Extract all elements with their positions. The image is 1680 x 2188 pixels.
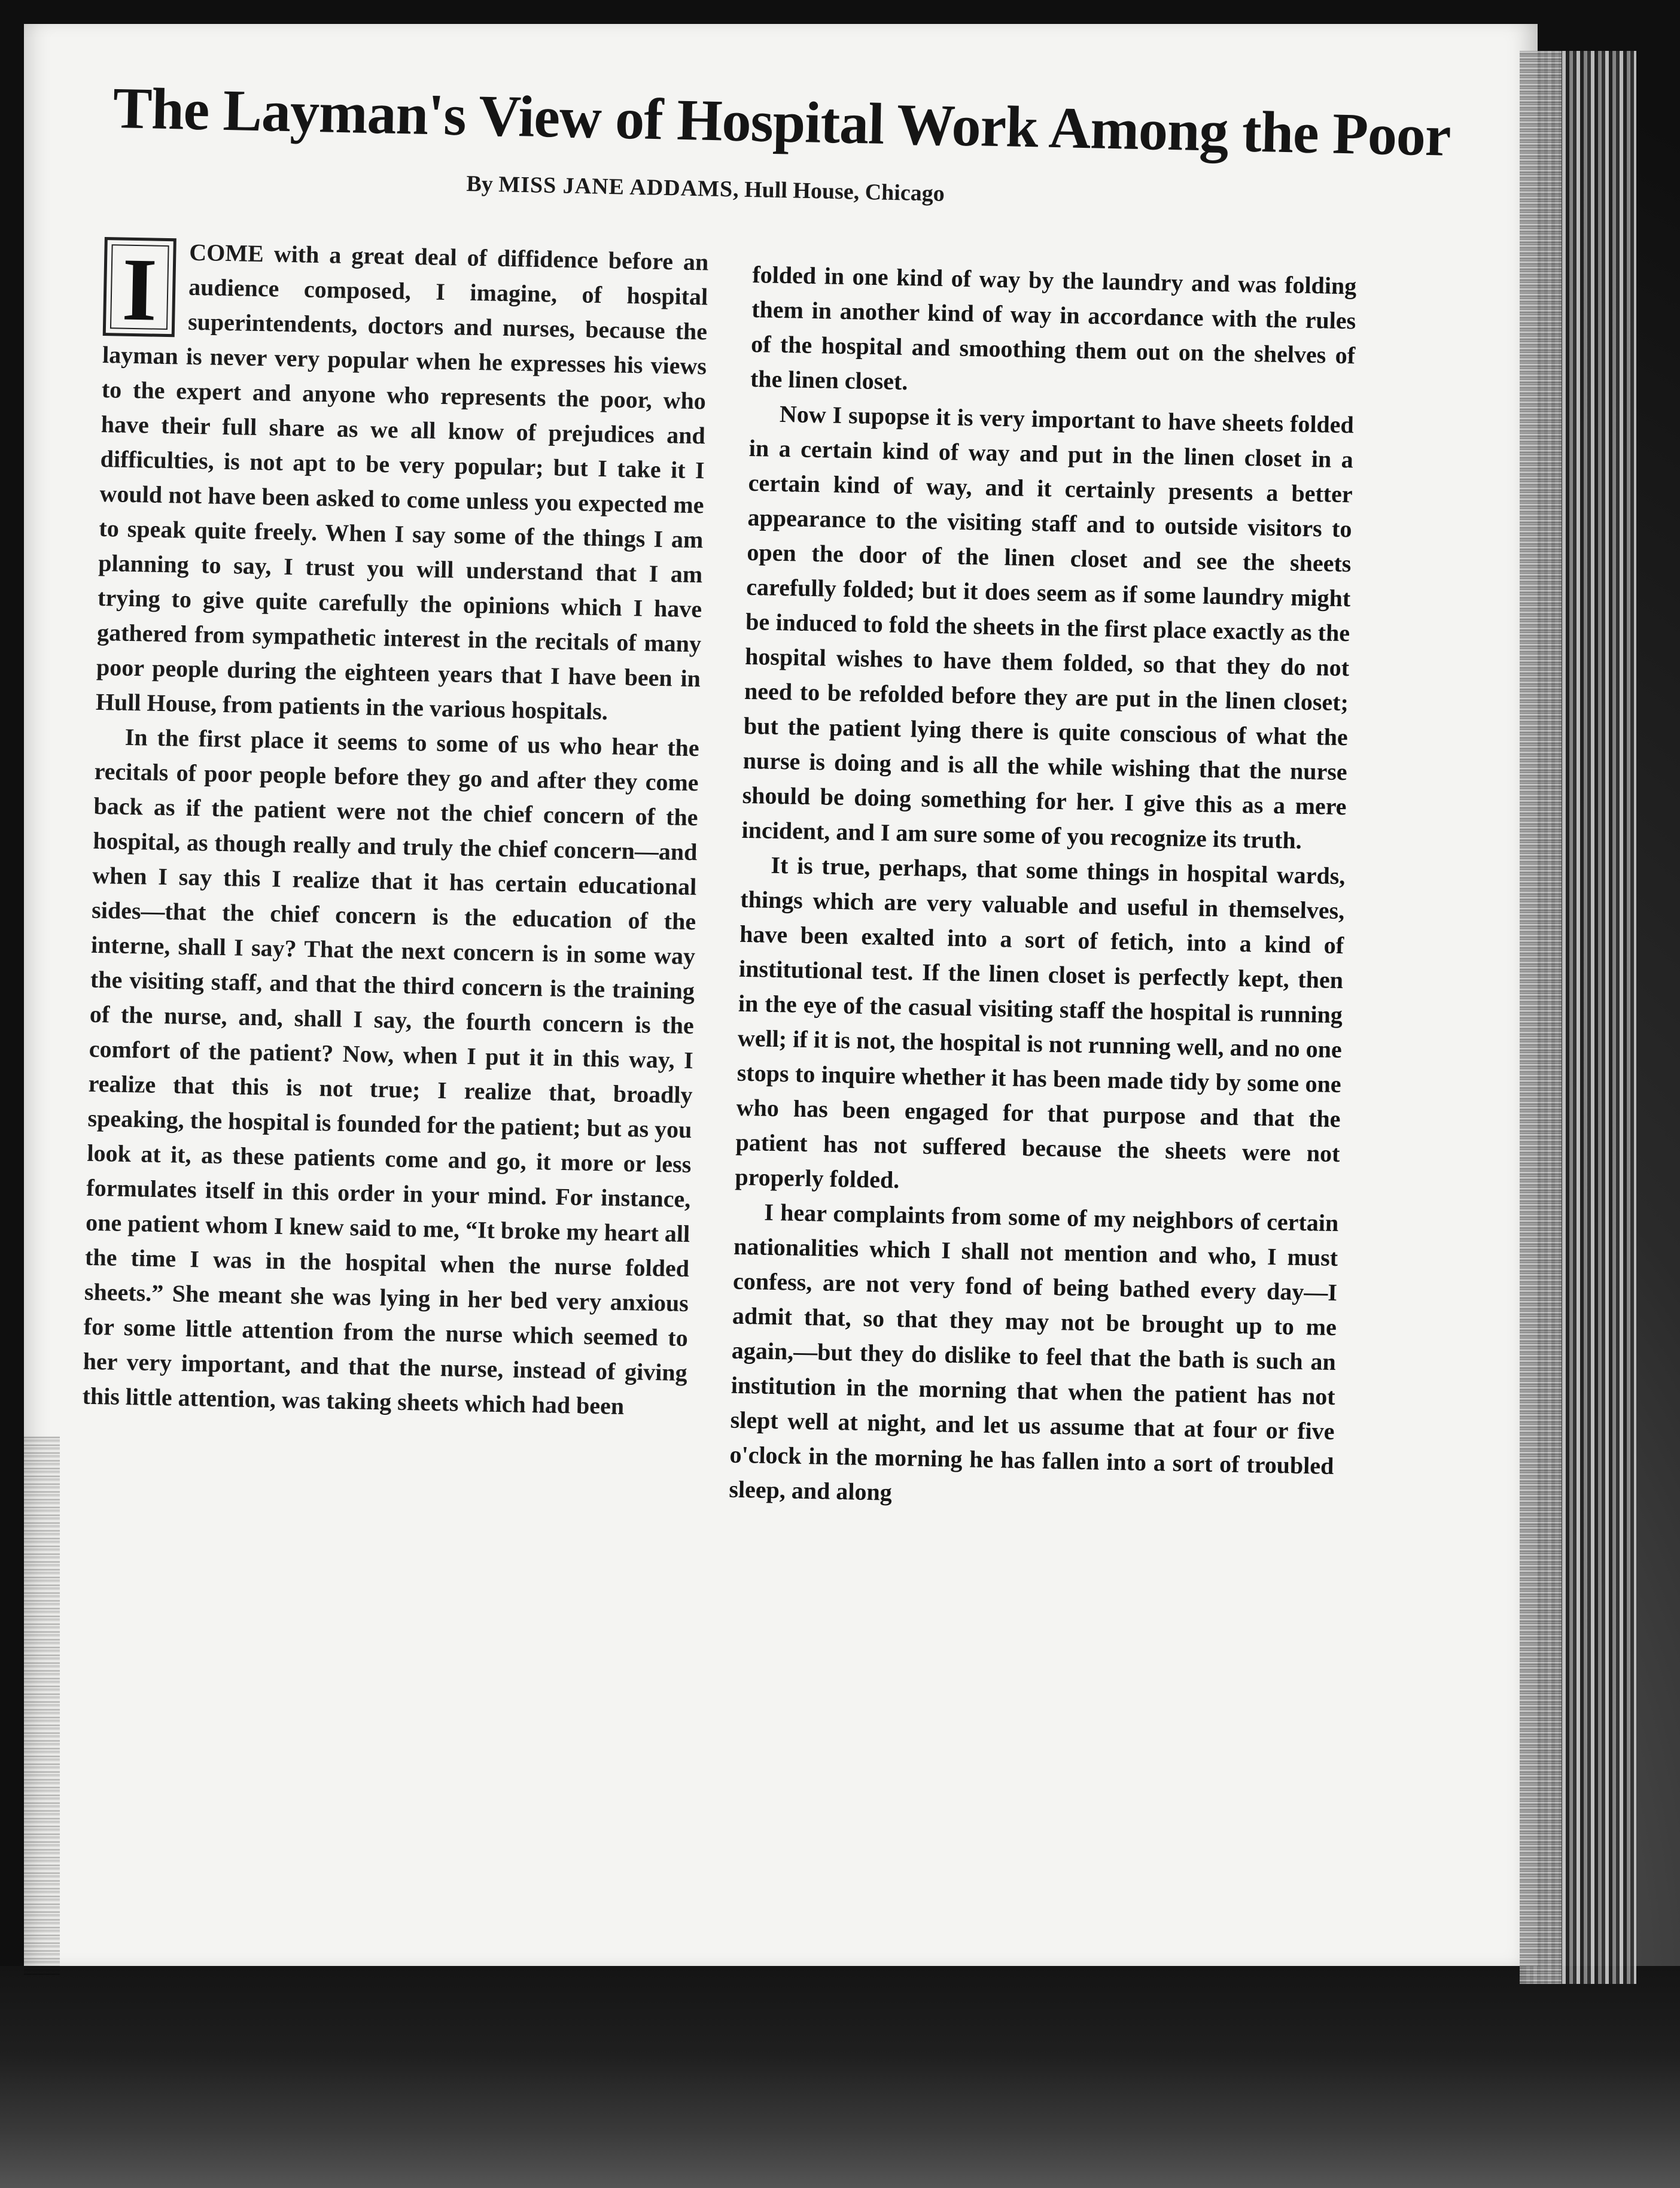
paragraph: In the first place it seems to some of us who hear the recitals of poor people before they go and after they come back as if the patient were not the chief concern of the hospital, as though really and truly the chief concern—and when I say this I realize that it has certain educational sides—that the chief concern is the education of the interne, shall I say? That the next concern is in some way the visiting staff, and that the third concern is the training of the nurse, and, shall I say, the fourth concern is the comfort of the patient? Now, when I put it in this way, I realize that this is not true; I realize that, broadly speaking, the hospital is founded for the patient; but as you look at it, as these patients come and go, it more or less formulates itself in this order in your mind. For instance, one patient whom I knew said to me, “It broke my heart all the time I was in the hospital when the nurse folded sheets.” She meant she was lying in her bed very anxious for some little attention from the nurse which seemed to her very important, and that the nurse, instead of giving this little attention, was taking sheets which had been — [82, 723, 700, 1420]
paragraph: It is true, perhaps, that some things in hospital wards, things which are very valuable and useful in themselves, have been exalted into a sort of fetich, into a kind of institutional test. If the linen closet is perfectly kept, then in the eye of the casual visiting staff the hospital is running well; if it is not, the hospital is not running well, and no one stops to inquire whether it has been made tidy by some one who has been engaged for that purpose and that the patient has not suffered because the sheets were not properly folded. — [735, 851, 1346, 1193]
left-column — [82, 233, 709, 1425]
article-title: The Layman's View of Hospital Work Among the Poor — [112, 76, 1451, 169]
drop-cap: I — [103, 237, 176, 337]
paragraph: I hear complaints from some of my neighbors of certain nationalities which I shall not mention and who, I must confess, are not very fond of being bathed every day—I admit that, so that they may not be brought up to me again,—but they do dislike to feel that the bath is such an institution in the morning that when the patient has not slept well at night, and let us assume that at four or five o'clock in the morning he has fallen into a sort of troubled sleep, and along — [729, 1198, 1339, 1506]
scanner-bottom-edge — [0, 1966, 1680, 2188]
author-name: MISS JANE ADDAMS — [498, 172, 734, 202]
paragraph-text: COME with a great deal of diffidence before an audience composed, I imagine, of hospital superintendents, doctors and nurses, because the layman is never very popular when he expresses his views to the expert and anyone who represents the poor, who have their full share as we all know of prejudices and difficulties, is not apt to be very popular; but I take it I would not have been asked to come unless you expected me to speak quite freely. When I say some of the things I am planning to say, I trust you will understand that I am trying to give quite carefully the opinions which I have gathered from sympathetic interest in the recitals of many poor people during the eighteen years that I have been in Hull House, from patients in the various hospitals. — [95, 238, 709, 725]
byline-prefix: By — [466, 171, 494, 197]
right-column — [729, 257, 1357, 1518]
paragraph: Now I supopse it is very important to have sheets folded in a certain kind of way and put in the linen closet in a certain kind of way, and it certainly presents a better appearance to the visiting staff and to outside visitors to open the door of the linen closet and see the sheets carefully folded; but it does seem as if some laundry might be induced to fold the sheets in the first place exactly as the hospital wishes to have them folded, so that they do not need to be refolded before they are put in the linen closet; but the patient lying there is quite conscious of what the nurse is doing and is all the while wishing that the nurse should be doing something for her. I give this as a mere incident, and I am sure some of you recognize its truth. — [741, 400, 1355, 854]
book-gutter-edge — [1520, 51, 1562, 1984]
scan-noise-left — [24, 1436, 60, 1975]
paragraph — [95, 233, 708, 731]
author-affiliation: , Hull House, Chicago — [732, 177, 945, 206]
paragraph: folded in one kind of way by the laundry and was folding them in another kind of way in accordance with the rules of the hospital and smoothing them out on the shelves of the linen closet. — [750, 260, 1357, 396]
